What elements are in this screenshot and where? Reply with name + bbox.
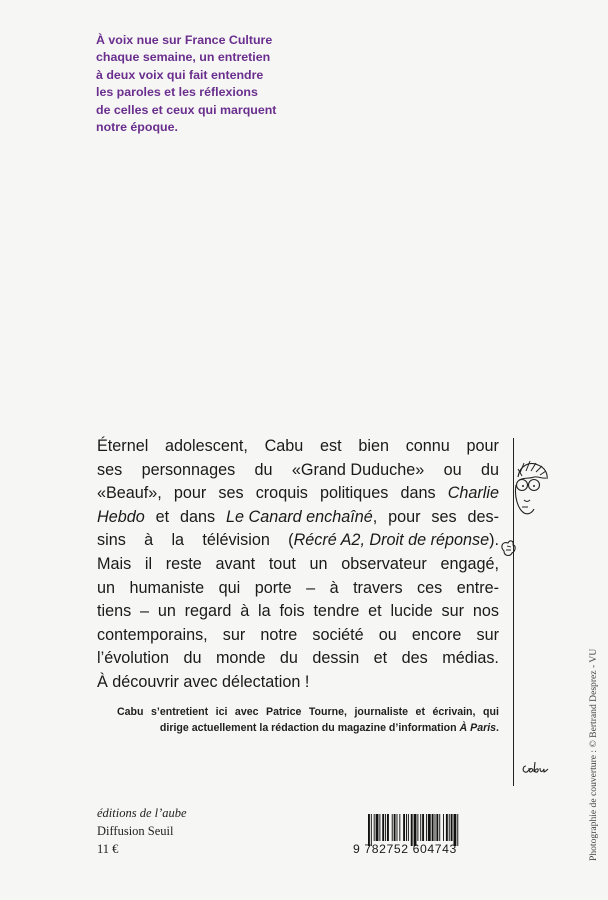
- description-word: télévision: [202, 531, 270, 550]
- description-word: entre-: [456, 578, 499, 597]
- description-word: croquis: [255, 484, 308, 503]
- credit-word: Cabu: [117, 706, 144, 718]
- description-word: –: [140, 602, 150, 621]
- description-word: nos: [472, 602, 499, 621]
- series-blurb: [96, 32, 306, 136]
- description-word: monde: [215, 649, 266, 668]
- description-line: [97, 459, 499, 483]
- barcode-bar: [392, 814, 393, 841]
- description-word: du: [279, 649, 298, 668]
- description-word: du: [183, 649, 202, 668]
- description-word: reste: [165, 554, 202, 573]
- barcode-bar: [426, 814, 427, 841]
- description-word: qui: [218, 578, 241, 597]
- description-word: Éternel: [97, 437, 149, 455]
- description-word: pour: [388, 507, 421, 526]
- barcode-bar: [435, 814, 436, 841]
- description-word: regard: [184, 602, 232, 621]
- description-word: Le Canard enchaîné,: [226, 507, 378, 526]
- series-blurb-line: de celles et ceux qui marquent: [96, 102, 277, 117]
- description-word: tendre: [313, 602, 360, 621]
- description-word: Charlie: [447, 484, 499, 503]
- barcode-bar: [382, 814, 384, 841]
- credit-word: ici: [215, 706, 228, 718]
- barcode-bar: [397, 814, 398, 841]
- description-word: et: [368, 602, 382, 621]
- description-word: et: [155, 507, 170, 526]
- credit-word: Tourne,: [308, 706, 347, 718]
- description-word: porte: [254, 578, 292, 597]
- description-line: [97, 671, 499, 695]
- description-line: [97, 506, 499, 530]
- description-word: engagé,: [440, 554, 499, 573]
- series-blurb-line: À voix nue sur France Culture: [96, 33, 273, 47]
- cartoon-face-icon: [500, 455, 554, 570]
- barcode-bar: [451, 814, 453, 841]
- magazine-title: À Paris: [459, 722, 497, 734]
- barcode-bar: [420, 814, 421, 841]
- description-line: [97, 647, 499, 671]
- barcode-bar: [443, 814, 444, 841]
- description-word: à: [240, 602, 250, 621]
- description-word: à: [329, 578, 339, 597]
- barcode-bar: [432, 814, 434, 841]
- description-word: Cabu: [264, 437, 304, 455]
- barcode-bar: [374, 814, 375, 841]
- description-word: «Grand Duduche»: [291, 460, 425, 479]
- description-word: un: [309, 554, 328, 573]
- barcode-digits: 9 782752 604743: [353, 842, 457, 856]
- description-word: médias.: [442, 649, 499, 668]
- barcode-bar: [379, 814, 380, 841]
- description-line: [97, 482, 499, 506]
- price-label: 11 €: [97, 842, 119, 856]
- series-blurb-line: notre époque.: [96, 120, 178, 135]
- credit-word: qui: [483, 706, 499, 718]
- description-word: il: [144, 554, 153, 573]
- description-word: pour: [466, 437, 499, 455]
- description-word: contemporains,: [97, 625, 208, 644]
- description-word: travers: [353, 578, 403, 597]
- description-word: fois: [279, 602, 305, 621]
- description-word: des: [401, 649, 428, 668]
- description-word: sur: [441, 602, 465, 621]
- description-word: ou: [443, 460, 462, 479]
- description-word: sins: [97, 531, 126, 550]
- interviewer-credit: [117, 704, 499, 736]
- credit-line2-text: dirige actuellement la rédaction du magazine d’information: [159, 722, 460, 734]
- description-word: personnages: [141, 460, 236, 479]
- credit-word: écrivain,: [432, 706, 476, 718]
- description-word: du: [254, 460, 273, 479]
- barcode-bar: [385, 814, 386, 841]
- description-line: [97, 577, 499, 601]
- description-line: [97, 624, 499, 648]
- barcode-bar: [446, 814, 448, 841]
- main-description: [97, 435, 499, 695]
- series-blurb-line: les paroles et les réflexions: [96, 85, 258, 100]
- photo-credit: Photographie de couverture : © Bertrand Desprez - VU: [588, 648, 599, 861]
- barcode-bar: [428, 814, 431, 841]
- description-word: À découvrir avec délectation !: [97, 672, 310, 691]
- description-word: la: [171, 531, 185, 550]
- description-word: –: [306, 578, 316, 597]
- description-word: sur: [222, 625, 246, 644]
- description-word: dans: [400, 484, 436, 503]
- description-word: avant: [215, 554, 256, 573]
- description-word: du: [480, 460, 499, 479]
- barcode-bar: [449, 814, 450, 841]
- description-word: connu: [405, 437, 450, 455]
- description-word: encore: [411, 625, 462, 644]
- description-word: ses: [431, 507, 457, 526]
- cabu-signature: [520, 758, 554, 780]
- description-word: la: [258, 602, 271, 621]
- barcode-bar: [439, 814, 440, 841]
- description-line: [97, 553, 499, 577]
- description-word: lucide: [390, 602, 433, 621]
- barcode-bar: [436, 814, 438, 841]
- series-blurb-line: chaque semaine, un entretien: [96, 50, 271, 65]
- credit-line2-end: .: [496, 722, 499, 734]
- description-word: adolescent,: [165, 437, 248, 455]
- barcode-bar: [457, 814, 458, 846]
- description-word: «Beauf»,: [97, 484, 162, 503]
- distributor-name: Diffusion Seuil: [97, 824, 174, 838]
- barcode-bar: [417, 814, 418, 841]
- interviewer-credit-line-1: [117, 704, 499, 720]
- credit-word: journaliste: [354, 706, 409, 718]
- description-word: politiques: [319, 484, 389, 503]
- interviewer-credit-line-2: [117, 720, 499, 736]
- barcode-bar: [403, 814, 405, 841]
- description-line: [97, 600, 499, 624]
- barcode-bar: [408, 814, 409, 841]
- description-word: ou: [378, 625, 397, 644]
- description-word: Hebdo: [97, 507, 145, 526]
- description-word: dessin: [312, 649, 360, 668]
- credit-word: et: [415, 706, 425, 718]
- barcode-bar: [422, 814, 424, 841]
- barcode-bar: [394, 814, 396, 841]
- barcode-bar: [387, 814, 389, 841]
- credit-word: Patrice: [266, 706, 302, 718]
- description-line: [97, 529, 499, 553]
- description-word: l’évolution: [97, 649, 169, 668]
- description-word: Mais: [97, 554, 132, 573]
- description-word: humaniste: [129, 578, 205, 597]
- description-word: observateur: [341, 554, 427, 573]
- description-word: (Récré A2, Droit de réponse).: [288, 531, 499, 550]
- description-word: dans: [180, 507, 216, 526]
- description-word: à: [144, 531, 154, 550]
- description-word: sur: [476, 625, 499, 644]
- description-word: société: [312, 625, 364, 644]
- description-line: [97, 435, 499, 459]
- barcode-bar: [406, 814, 407, 841]
- description-word: tiens: [97, 602, 132, 621]
- description-word: ces: [417, 578, 443, 597]
- description-word: et: [373, 649, 388, 668]
- description-word: ses: [97, 460, 123, 479]
- description-word: un: [157, 602, 176, 621]
- description-word: tout: [268, 554, 296, 573]
- credit-word: s’entretient: [151, 706, 209, 718]
- description-word: des-: [467, 507, 499, 526]
- description-word: un: [97, 578, 116, 597]
- series-blurb-line: à deux voix qui fait entendre: [96, 67, 264, 82]
- description-word: pour: [173, 484, 207, 503]
- credit-word: avec: [234, 706, 259, 718]
- publisher-name: éditions de l’aube: [97, 806, 187, 820]
- description-word: bien: [358, 437, 389, 455]
- barcode-bar: [399, 814, 400, 841]
- barcode-bar: [376, 814, 379, 841]
- description-word: ses: [218, 484, 244, 503]
- description-word: est: [320, 437, 342, 455]
- description-word: notre: [260, 625, 298, 644]
